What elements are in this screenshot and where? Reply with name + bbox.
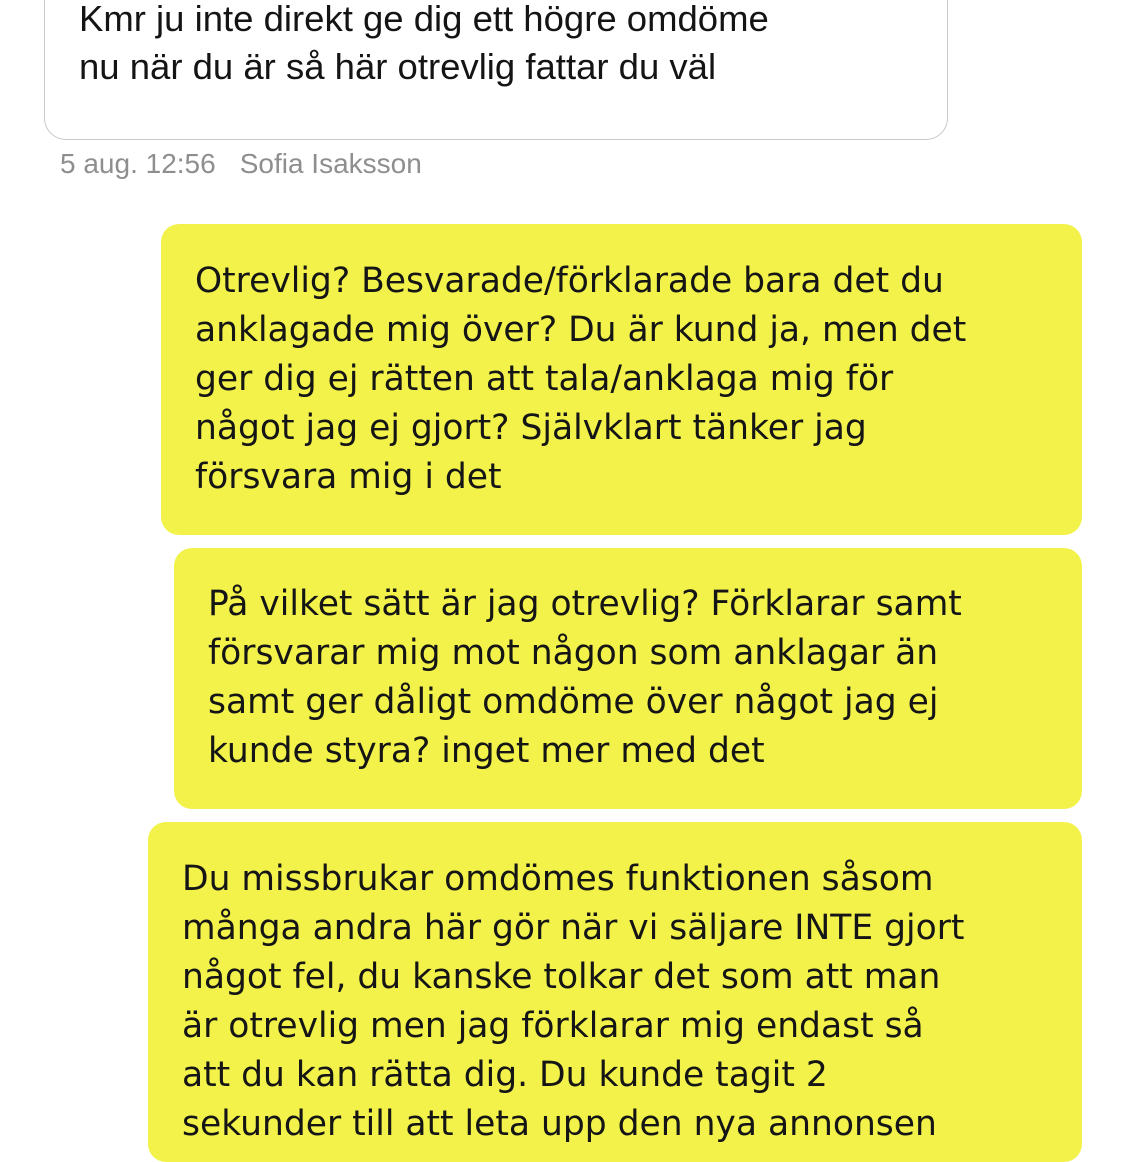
incoming-message-text: Kmr ju inte direkt ge dig ett högre omdöme nu när du är så här otrevlig fattar du väl: [79, 0, 769, 87]
outgoing-message-bubble[interactable]: [148, 822, 1082, 1162]
incoming-message-bubble[interactable]: [44, 0, 948, 140]
outgoing-message-text: Du missbrukar omdömes funktionen såsom många andra här gör när vi säljare INTE gjort något fel, du kanske tolkar det som att man är otrevlig men jag förklarar mig endast så att du kan rätta dig. Du kunde tagit 2 sekunder till att leta upp den nya annonsen: [182, 859, 965, 1144]
message-timestamp: 5 aug. 12:56: [60, 148, 216, 179]
outgoing-message-bubble[interactable]: [161, 224, 1082, 535]
outgoing-message-text: På vilket sätt är jag otrevlig? Förklarar samt försvarar mig mot någon som anklagar än samt ger dåligt omdöme över något jag ej kunde styra? inget mer med det: [208, 584, 962, 771]
outgoing-message-text: Otrevlig? Besvarade/förklarade bara det du anklagade mig över? Du är kund ja, men det ger dig ej rätten att tala/anklaga mig för något jag ej gjort? Självklart tänker jag försvara mig i det: [195, 261, 967, 497]
sender-name[interactable]: Sofia Isaksson: [239, 148, 422, 179]
message-meta: [60, 146, 422, 182]
outgoing-message-bubble[interactable]: [174, 548, 1082, 809]
